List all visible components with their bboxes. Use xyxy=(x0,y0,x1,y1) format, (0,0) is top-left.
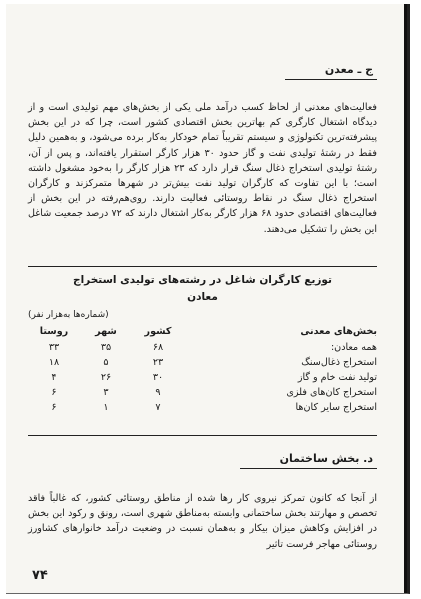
table-header-row xyxy=(28,326,377,340)
header-col-city: شهر xyxy=(95,326,117,337)
table-row xyxy=(28,357,377,371)
page-number: ۷۴ xyxy=(32,568,48,583)
table-title-line2: معادن xyxy=(187,291,218,303)
section-heading-construction: د. بخش ساختمان xyxy=(240,450,377,469)
mining-paragraph: فعالیت‌های معدنی از لحاظ کسب درآمد ملی یکی از بخش‌های مهم تولیدی است و از دیدگاه اشتغال کارگری کم بهاترین بخش اقتصادی کشور است، چرا که در این بخش پیشرفته‌ترین تکنولوژی و سیستم تقریباً تمام خودکار به‌کار برده می‌شود، و به‌همین دلیل فقط در رشتهٔ تولیدی نفت و گاز حدود ۳۰ هزار کارگر استقرار یافته‌اند، و پس از آن، رشتهٔ تولیدی استخراج ذغال سنگ قرار دارد که ۲۳ هزار کارگر را به‌خود مشغول داشته است؛ با این تفاوت که کارگران تولید نفت بیش‌تر در شهرها متمرکزند و کارگران استخراج ذغال سنگ در نقاط روستائی فعالیت دارند. روی‌هم‌رفته در این بخش از فعالیت‌های اقتصادی حدود ۶۸ هزار کارگر به‌کار اشتغال دارند که ۷۲ درصد جمعیت شاغل این بخش را تشکیل می‌دهند. xyxy=(28,102,377,235)
row-value-village: ۴ xyxy=(51,372,57,383)
table-row xyxy=(28,402,377,416)
row-value-country: ۳۰ xyxy=(152,372,164,383)
row-label: استخراج سایر کان‌ها xyxy=(295,402,377,413)
row-value-country: ۹ xyxy=(155,387,161,398)
row-value-city: ۳ xyxy=(103,387,109,398)
row-label: همه معادن: xyxy=(330,342,377,353)
row-value-country: ۶۸ xyxy=(152,342,164,353)
table-units: (شماره‌ها به‌هزار نفر) xyxy=(28,310,109,320)
table-bottom-rule xyxy=(28,435,377,436)
row-value-city: ۱ xyxy=(103,402,109,413)
header-col-village: روستا xyxy=(39,326,69,337)
row-label: استخراج ذغال‌سنگ xyxy=(301,357,377,368)
page-content xyxy=(28,4,377,593)
table-top-rule xyxy=(28,266,377,267)
row-value-village: ۶ xyxy=(51,387,57,398)
row-value-village: ۳۳ xyxy=(48,342,60,353)
header-label: بخش‌های معدنی xyxy=(300,326,377,337)
row-value-city: ۲۶ xyxy=(100,372,112,383)
header-col-country: کشور xyxy=(144,326,172,337)
section-heading-mining: ج ـ معدن xyxy=(285,61,377,80)
row-label: تولید نفت خام و گاز xyxy=(297,372,377,383)
row-value-country: ۲۳ xyxy=(152,357,164,368)
row-label: استخراج کان‌های فلزی xyxy=(286,387,377,398)
table-row xyxy=(28,387,377,401)
row-value-city: ۵ xyxy=(103,357,109,368)
row-value-village: ۶ xyxy=(51,402,57,413)
table-row xyxy=(28,342,377,356)
table-title-line1: توزیع کارگران شاغل در رشته‌های تولیدی استخراج xyxy=(73,274,332,286)
construction-paragraph: از آنجا که کانون تمرکز نیروی کار رها شده از مناطق روستائی کشور، که غالباً فاقد تخصص و مهارتند بخش ساختمانی وابسته به‌مناطق شهری است، رونق و رکود این بخش در افزایش وکاهش میزان بیکار و به‌همان نسبت در وضعیت درآمد خانوارهای کشاورز روستائی مهاجر فرست تاثیر xyxy=(28,493,377,550)
row-value-country: ۷ xyxy=(155,402,161,413)
row-value-village: ۱۸ xyxy=(48,357,60,368)
page-edge xyxy=(404,4,407,593)
row-value-city: ۳۵ xyxy=(100,342,112,353)
book-page xyxy=(6,4,410,594)
table-row xyxy=(28,372,377,386)
